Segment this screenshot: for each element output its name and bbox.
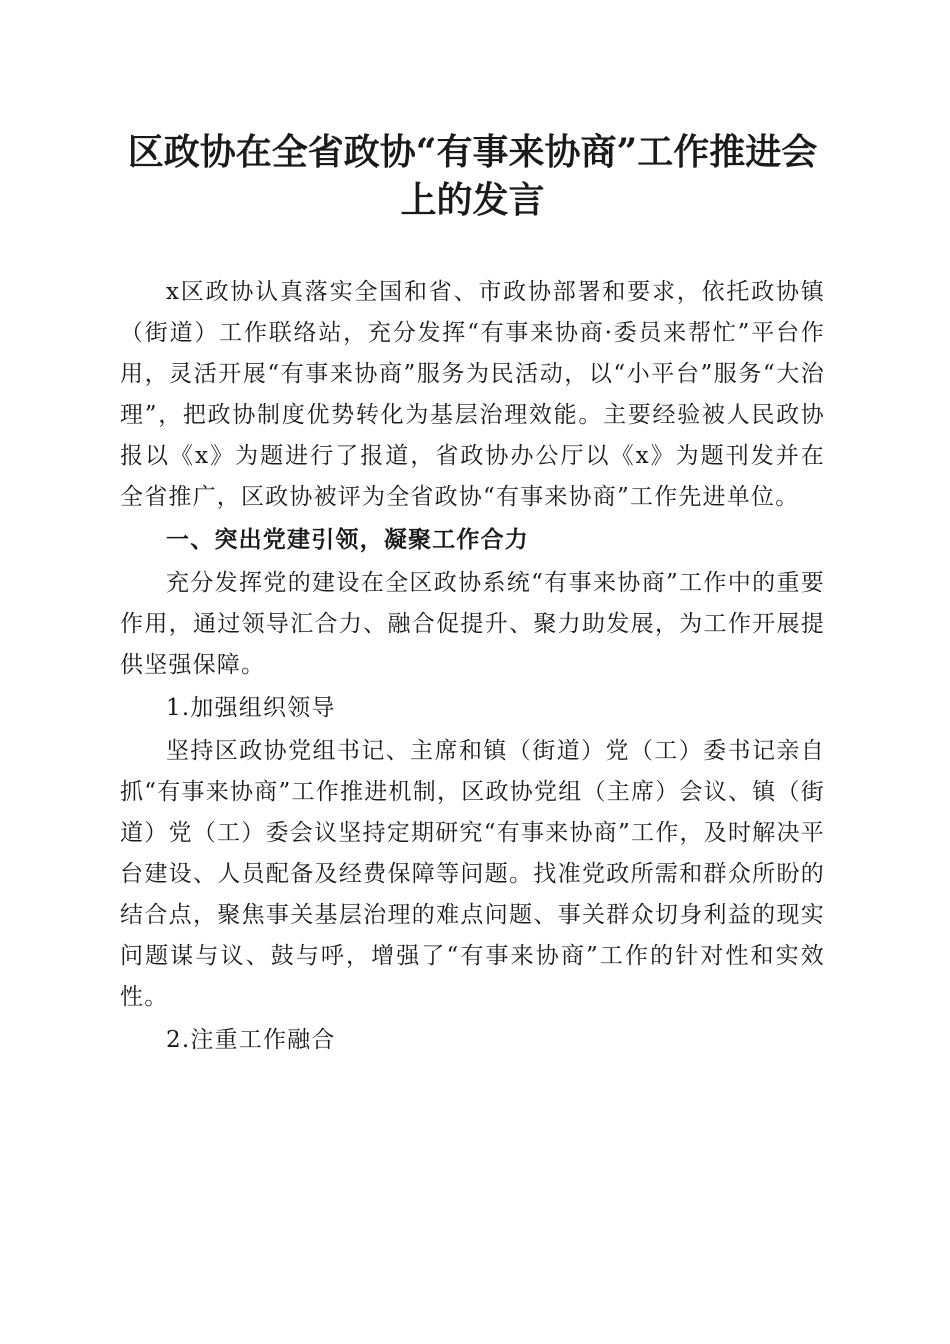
document-page bbox=[120, 128, 825, 1063]
section-heading-1: 一、突出党建引领，凝聚工作合力 bbox=[166, 527, 529, 553]
document-title bbox=[120, 128, 825, 224]
title-line-2: 上的发言 bbox=[400, 179, 545, 221]
subheading-1: 1.加强组织领导 bbox=[166, 695, 336, 721]
subsection-1-paragraph: 坚持区政协党组书记、主席和镇（街道）党（工）委书记亲自抓“有事来协商”工作推进机制，区政协党组（主席）会议、镇（街道）党（工）委会议坚持定期研究“有事来协商”工作，及时解决平台建设、人员配备及经费保障等问题。找准党政所需和群众所盼的结合点，聚焦事关基层治理的难点问题、事关群众切身利益的现实问题谋与议、鼓与呼，增强了“有事来协商”工作的针对性和实效性。 bbox=[120, 738, 825, 1010]
title-line-1: 区政协在全省政协“有事来协商”工作推进会 bbox=[127, 131, 818, 173]
intro-paragraph: x区政协认真落实全国和省、市政协部署和要求，依托政协镇（街道）工作联络站，充分发挥“有事来协商·委员来帮忙”平台作用，灵活开展“有事来协商”服务为民活动，以“小平台”服务“大治理”，把政协制度优势转化为基层治理效能。主要经验被人民政协报以《x》为题进行了报道，省政协办公厅以《x》为题刊发并在全省推广，区政协被评为全省政协“有事来协商”工作先进单位。 bbox=[120, 279, 825, 510]
document-body bbox=[120, 272, 825, 1061]
subheading-2: 2.注重工作融合 bbox=[166, 1027, 336, 1053]
section-1-paragraph: 充分发挥党的建设在全区政协系统“有事来协商”工作中的重要作用，通过领导汇合力、融合促提升、聚力助发展，为工作开展提供坚强保障。 bbox=[120, 570, 825, 678]
